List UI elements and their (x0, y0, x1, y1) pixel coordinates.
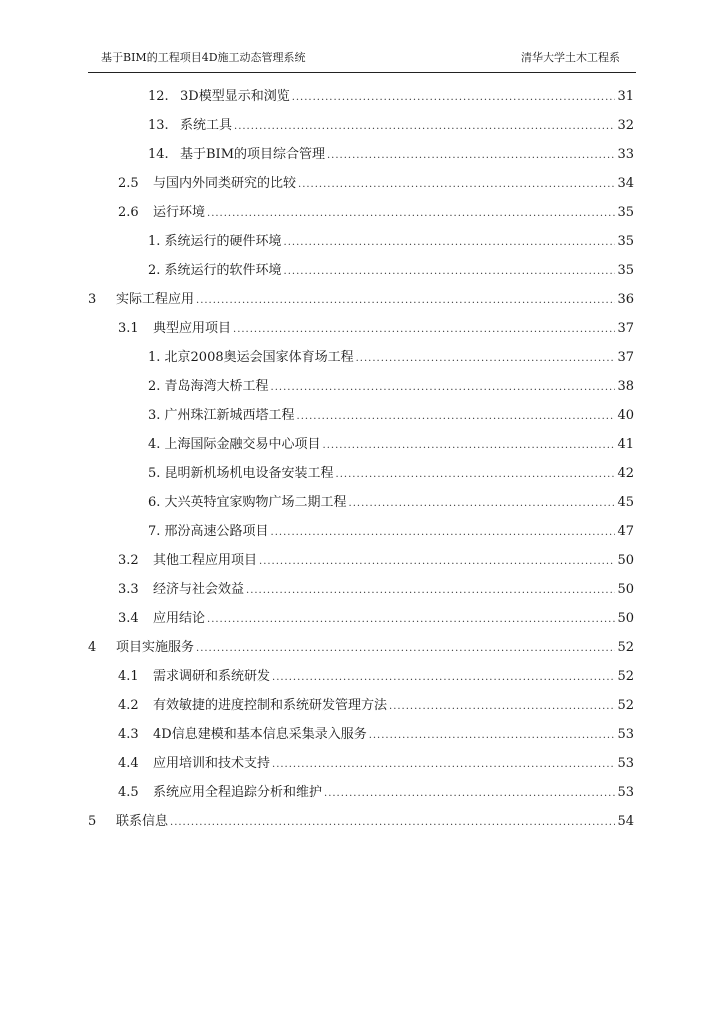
toc-title: 5. 昆明新机场机电设备安装工程 (148, 466, 334, 481)
toc-entry (153, 691, 634, 721)
table-of-contents (0, 82, 724, 836)
toc-leader-dots (284, 257, 616, 286)
toc-entry (153, 169, 634, 199)
toc-row[interactable] (0, 285, 724, 314)
toc-row[interactable] (0, 430, 724, 459)
toc-entry (148, 401, 634, 431)
toc-leader-dots (196, 286, 615, 315)
toc-row[interactable] (0, 372, 724, 401)
toc-page-number: 35 (617, 234, 634, 249)
toc-page-number: 38 (617, 379, 634, 394)
toc-title: 实际工程应用 (116, 292, 195, 307)
toc-leader-dots (170, 808, 615, 837)
toc-leader-dots (246, 576, 615, 605)
toc-entry (148, 517, 634, 547)
toc-page-number: 42 (617, 466, 634, 481)
toc-leader-dots (272, 663, 615, 692)
toc-title: 系统工具 (180, 118, 233, 133)
toc-row[interactable] (0, 778, 724, 807)
toc-entry (148, 430, 634, 460)
toc-title: 系统应用全程追踪分析和维护 (153, 785, 323, 800)
toc-page-number: 35 (617, 263, 634, 278)
toc-entry (153, 198, 634, 228)
toc-title: 2. 青岛海湾大桥工程 (148, 379, 269, 394)
header-document-title: 基于BIM的工程项目4D施工动态管理系统 (101, 51, 306, 64)
toc-leader-dots (336, 460, 616, 489)
toc-row[interactable] (0, 691, 724, 720)
toc-entry (148, 227, 634, 257)
toc-row[interactable] (0, 343, 724, 372)
toc-leader-dots (389, 692, 615, 721)
toc-section-number: 4.2 (118, 698, 139, 713)
toc-leader-dots (369, 721, 616, 750)
toc-title: 7. 邢汾高速公路项目 (148, 524, 269, 539)
toc-title: 1. 系统运行的硬件环境 (148, 234, 282, 249)
toc-entry (116, 633, 634, 663)
toc-leader-dots (272, 750, 615, 779)
toc-row[interactable] (0, 546, 724, 575)
toc-page-number: 50 (617, 582, 634, 597)
toc-page-number: 53 (617, 756, 634, 771)
toc-entry (148, 343, 634, 373)
toc-entry (180, 82, 634, 112)
toc-page-number: 53 (617, 785, 634, 800)
toc-row[interactable] (0, 720, 724, 749)
toc-row[interactable] (0, 198, 724, 227)
toc-page-number: 53 (617, 727, 634, 742)
toc-title: 3D模型显示和浏览 (180, 89, 290, 104)
toc-row[interactable] (0, 169, 724, 198)
toc-page-number: 32 (617, 118, 634, 133)
toc-section-number: 3.4 (118, 611, 139, 626)
toc-page-number: 33 (617, 147, 634, 162)
toc-entry (148, 372, 634, 402)
toc-row[interactable] (0, 662, 724, 691)
toc-section-number: 2.5 (118, 176, 139, 191)
toc-leader-dots (271, 373, 616, 402)
toc-page-number: 52 (617, 698, 634, 713)
toc-page-number: 37 (617, 321, 634, 336)
toc-row[interactable] (0, 227, 724, 256)
toc-section-number: 2.6 (118, 205, 139, 220)
toc-row[interactable] (0, 807, 724, 836)
toc-title: 项目实施服务 (116, 640, 195, 655)
toc-entry (153, 575, 634, 605)
toc-section-number: 4.1 (118, 669, 139, 684)
toc-leader-dots (292, 83, 616, 112)
toc-title: 4D信息建模和基本信息采集录入服务 (153, 727, 367, 742)
toc-section-number: 4 (88, 640, 97, 655)
toc-entry (148, 459, 634, 489)
toc-section-number: 4.3 (118, 727, 139, 742)
toc-row[interactable] (0, 111, 724, 140)
toc-leader-dots (207, 605, 615, 634)
toc-leader-dots (324, 779, 615, 808)
toc-page-number: 47 (617, 524, 634, 539)
toc-leader-dots (284, 228, 616, 257)
toc-page-number: 40 (617, 408, 634, 423)
toc-entry (153, 604, 634, 634)
toc-title: 2. 系统运行的软件环境 (148, 263, 282, 278)
toc-title: 基于BIM的项目综合管理 (180, 147, 325, 162)
toc-title: 其他工程应用项目 (153, 553, 258, 568)
toc-section-number: 5 (88, 814, 97, 829)
toc-title: 需求调研和系统研发 (153, 669, 271, 684)
toc-section-number: 3.1 (118, 321, 139, 336)
toc-title: 经济与社会效益 (153, 582, 245, 597)
toc-row[interactable] (0, 575, 724, 604)
toc-section-number: 4.4 (118, 756, 139, 771)
toc-leader-dots (356, 344, 616, 373)
toc-page-number: 37 (617, 350, 634, 365)
toc-page-number: 52 (617, 640, 634, 655)
toc-entry (153, 720, 634, 750)
toc-title: 应用培训和技术支持 (153, 756, 271, 771)
toc-entry (116, 285, 634, 315)
toc-title: 联系信息 (116, 814, 169, 829)
toc-entry (153, 749, 634, 779)
toc-row[interactable] (0, 256, 724, 285)
toc-page-number: 50 (617, 553, 634, 568)
toc-section-number: 14. (148, 147, 169, 162)
toc-row[interactable] (0, 604, 724, 633)
toc-leader-dots (233, 315, 615, 344)
toc-entry (153, 546, 634, 576)
toc-page-number: 31 (617, 89, 634, 104)
toc-leader-dots (234, 112, 615, 141)
toc-title: 运行环境 (153, 205, 206, 220)
toc-entry (116, 807, 634, 837)
toc-title: 4. 上海国际金融交易中心项目 (148, 437, 321, 452)
toc-page-number: 41 (617, 437, 634, 452)
toc-title: 与国内外同类研究的比较 (153, 176, 297, 191)
toc-title: 有效敏捷的进度控制和系统研发管理方法 (153, 698, 388, 713)
toc-entry (148, 256, 634, 286)
toc-row[interactable] (0, 517, 724, 546)
toc-page-number: 35 (617, 205, 634, 220)
toc-title: 1. 北京2008奥运会国家体育场工程 (148, 350, 354, 365)
toc-entry (180, 140, 634, 170)
toc-row[interactable] (0, 140, 724, 169)
toc-title: 典型应用项目 (153, 321, 232, 336)
toc-title: 3. 广州珠江新城西塔工程 (148, 408, 295, 423)
toc-page-number: 34 (617, 176, 634, 191)
toc-leader-dots (297, 402, 616, 431)
toc-leader-dots (349, 489, 616, 518)
toc-entry (153, 778, 634, 808)
header-rule (88, 72, 636, 73)
toc-row[interactable] (0, 459, 724, 488)
toc-entry (153, 662, 634, 692)
toc-page-number: 52 (617, 669, 634, 684)
toc-page-number: 54 (617, 814, 634, 829)
toc-section-number: 3.2 (118, 553, 139, 568)
toc-entry (153, 314, 634, 344)
toc-row[interactable] (0, 633, 724, 662)
toc-row[interactable] (0, 314, 724, 343)
toc-leader-dots (196, 634, 615, 663)
toc-section-number: 3 (88, 292, 97, 307)
toc-row[interactable] (0, 749, 724, 778)
toc-leader-dots (259, 547, 615, 576)
toc-title: 6. 大兴英特宜家购物广场二期工程 (148, 495, 347, 510)
toc-leader-dots (207, 199, 615, 228)
toc-page-number: 50 (617, 611, 634, 626)
toc-row[interactable] (0, 82, 724, 111)
toc-leader-dots (271, 518, 616, 547)
toc-row[interactable] (0, 401, 724, 430)
toc-row[interactable] (0, 488, 724, 517)
toc-leader-dots (327, 141, 615, 170)
toc-title: 应用结论 (153, 611, 206, 626)
toc-page-number: 36 (617, 292, 634, 307)
toc-leader-dots (323, 431, 616, 460)
toc-section-number: 3.3 (118, 582, 139, 597)
toc-section-number: 12. (148, 89, 169, 104)
toc-section-number: 4.5 (118, 785, 139, 800)
toc-section-number: 13. (148, 118, 169, 133)
toc-entry (180, 111, 634, 141)
toc-page-number: 45 (617, 495, 634, 510)
page-header (88, 50, 636, 66)
header-institution: 清华大学土木工程系 (521, 51, 620, 64)
toc-entry (148, 488, 634, 518)
toc-leader-dots (298, 170, 615, 199)
